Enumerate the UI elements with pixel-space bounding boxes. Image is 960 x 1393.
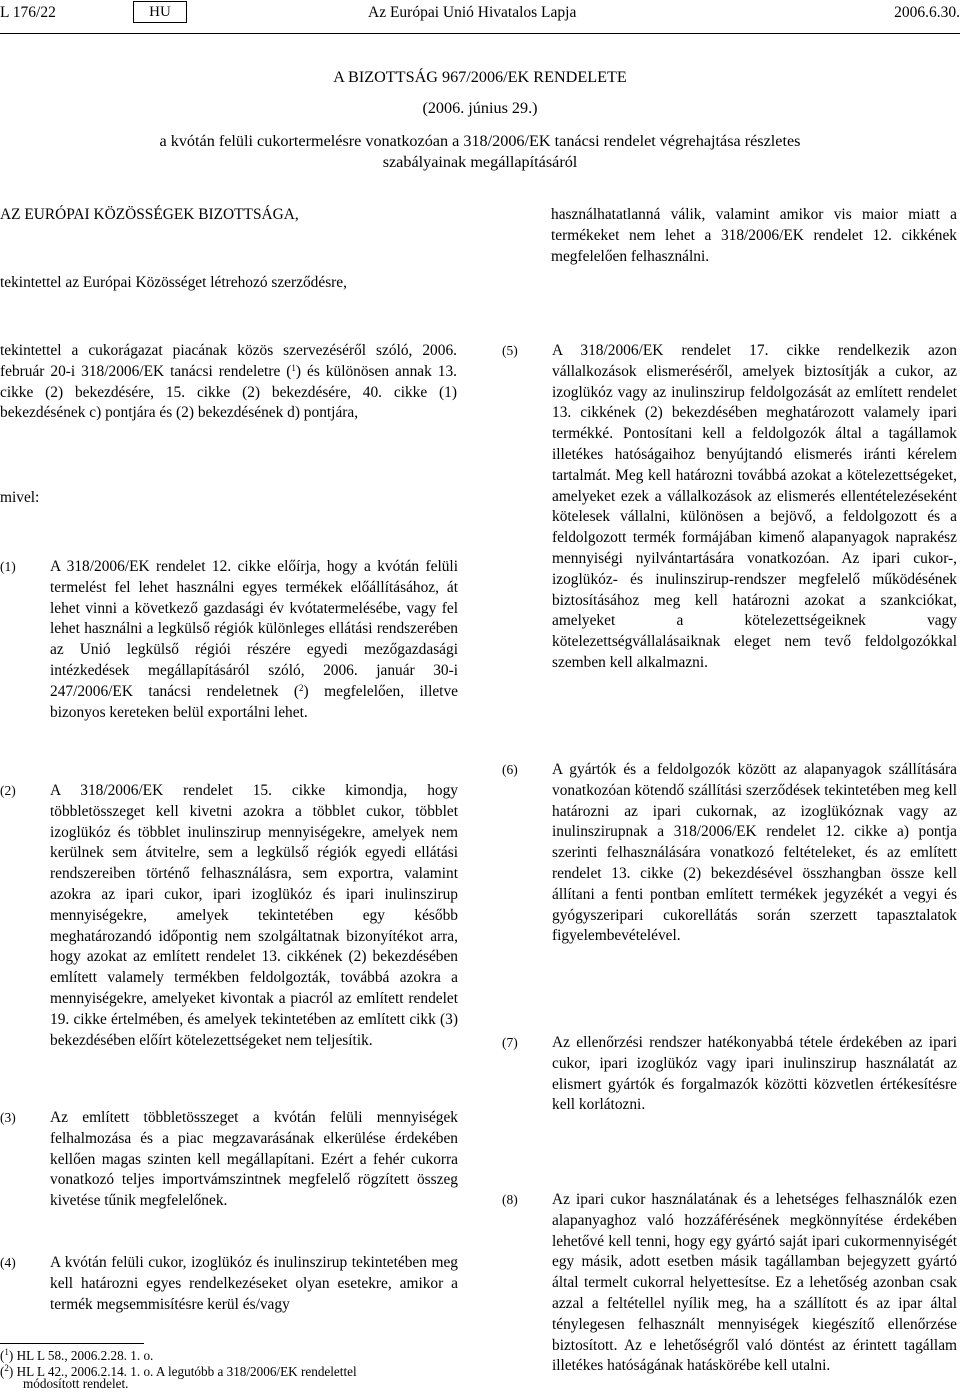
- recital-text: A 318/2006/EK rendelet 17. cikke rendelkezik azon vállalkozások elismeréséről, amelyek biztosítják a cukor, az izoglükóz vagy az inulinszirup feldolgozását az említett rendelet 13. cikkének (2) bekezdésében meghatározott valamely ipari termékké. Pontosítani kell a feldolgozók által a tagállamok illetékes hatóságaihoz benyújtandó elismerés iránti kérelem tartalmát. Meg kell határozni továbbá azokat a kötelezettségeket, amelyeket ezek a vállalkozások az elismerés ellentételezéseként kötelesek vállalni, különösen a bejövő, a feldolgozott és a feldolgozott termék formájában kimenő alapanyagok naprakész mennyiségi nyilvántartására vonatkozóan. Az ipari cukor-, izoglükóz- és inulinszirup-rendszer megfelelő működésének biztosításához meg kell határozni azokat a szankciókat, amelyeket a kötelezettségeiknek vagy kötelezettségvállalásaiknak eleget nem tevő feldolgozókkal szemben kell alkalmazni.: [552, 342, 957, 671]
- header-rule: [0, 33, 960, 34]
- footnote-rule: [0, 1343, 144, 1344]
- regulation-title: A BIZOTTSÁG 967/2006/EK RENDELETE: [333, 68, 627, 86]
- recital-number: (2): [0, 783, 16, 798]
- footnote-2-continued: módosított rendelet.: [23, 1376, 129, 1391]
- recital-number: (6): [502, 762, 518, 777]
- recital-number: (1): [0, 559, 16, 574]
- footnote-1: ($^1$) HL L 58., 2006.2.28. 1. o.: [0, 1347, 154, 1363]
- recital-text: Az említett többletösszeget a kvótán felüli mennyiségek felhalmozása és a piac megzavarásának elkerülése érdekében kellően magas szinten kell megállapítani. Ezért a fehér cukorra vonatkozó teljes importvámszintnek megfelelő rögzített összeg kivetése tűnik megfelelőnek.: [50, 1109, 458, 1210]
- having-regard-regulation: tekintettel a cukorágazat piacának közös szervezéséről szóló, 2006. február 20-i 318/2006/EK tanácsi rendeletre ($^1$) és különösen annak 13. cikke (2) bekezdésére, 15. cikke (2) bekezdésére, 40. cikke (1) bekezdésének c) pontjára és (2) bekezdésének d) pontjára,: [0, 342, 457, 422]
- regulation-subject-line2: szabályainak megállapításáról: [382, 153, 578, 171]
- having-regard-treaty: tekintettel az Európai Közösséget létrehozó szerződésre,: [0, 274, 347, 291]
- recital-text: A 318/2006/EK rendelet 15. cikke kimondja, hogy többletösszeget kell kivetni azokra a többlet cukor, többlet izoglükóz és többlet inulinszirup mennyiségekre, amelyek nem kerülnek sem átvitelre, sem a legkülső régiók egyedi ellátási rendszereiben történő felhasználásra, sem exportra, valamint azokra az ipari cukor, ipari izoglükóz és ipari inulinszirup mennyiségekre, amelyek tekintetében egy később meghatározandó időpontig nem szolgáltatnak bizonyítékot arra, hogy azokat az említett rendelet 13. cikkének (2) bekezdésében említett valamely termékben feldolgozták, továbbá azokra a mennyiségekre, amelyeket kivontak a piacról az említett rendelet 19. cikke értelmében, és amelyek tekintetében az említett cikk (3) bekezdésében előírt kötelezettségeket nem teljesítik.: [50, 782, 458, 1049]
- language-code-box: HU: [133, 1, 187, 23]
- regulation-subject-line1: a kvótán felüli cukortermelésre vonatkozóan a 318/2006/EK tanácsi rendelet végrehajtása részletes: [159, 132, 801, 150]
- institution-line: AZ EURÓPAI KÖZÖSSÉGEK BIZOTTSÁGA,: [0, 206, 299, 223]
- footnote-2: ($^2$) HL L 42., 2006.2.14. 1. o. A legutóbb a 318/2006/EK rendelettel: [0, 1363, 357, 1379]
- recital-number: (7): [502, 1035, 518, 1050]
- page-reference: L 176/22: [0, 4, 56, 21]
- footnote-ref-1: 1: [291, 362, 296, 373]
- recital-4-continuation: használhatatlanná válik, valamint amikor vis maior miatt a termékeket nem lehet a 318/2006/EK rendelet 12. cikkének megfelelően felhasználni.: [551, 206, 957, 265]
- recital-text: A 318/2006/EK rendelet 12. cikke előírja, hogy a kvótán felüli termelést fel lehet használni egyes termékek előállításához, át lehet vinni a következő gazdasági év kvótatermelésébe, vagy fel lehet használni a legkülső régiók különleges ellátási rendszerében az Unió legkülső régiói részére egyedi mezőgazdasági intézkedések megállapításáról szóló, 2006. január 30-i 247/2006/EK tanácsi rendeletnek ($^2$) megfelelően, illetve bizonyos kereteken belül exportálni lehet.: [50, 558, 458, 721]
- recital-text: A kvótán felüli cukor, izoglükóz és inulinszirup tekintetében meg kell határozni egyes rendelkezéseket olyan esetekre, amikor a termék megsemmisítésre kerül és/vagy: [50, 1254, 458, 1313]
- regulation-date: (2006. június 29.): [422, 99, 538, 117]
- recital-text: A gyártók és a feldolgozók között az alapanyagok szállítására vonatkozóan kötendő szállítási szerződések tekintetében meg kell határozni az ipari cukornak, az izoglükóznak vagy az inulinszirupnak a 318/2006/EK rendelet 12. cikke a) pontja szerinti felhasználására vonatkozó feltételeket, és az említett rendelet 13. cikke (2) bekezdésével összhangban össze kell állítani a fenti pontban említett termékek jegyzékét a vegyi és gyógyszeripari cukorellátás során szerzett tapasztalatok figyelembevételével.: [552, 761, 957, 945]
- recital-number: (4): [0, 1255, 16, 1270]
- publication-date: 2006.6.30.: [894, 4, 960, 21]
- journal-title: Az Európai Unió Hivatalos Lapja: [368, 4, 577, 21]
- recital-number: (5): [502, 343, 518, 358]
- recital-text: Az ellenőrzési rendszer hatékonyabbá tétele érdekében az ipari cukor, ipari izoglükóz vagy ipari inulinszirup használatát az elismert gyártók és forgalmazók közötti közvetlen értékesítésre kell korlátozni.: [552, 1034, 957, 1114]
- whereas-label: mivel:: [0, 489, 40, 506]
- recital-number: (8): [502, 1192, 518, 1207]
- footnote-ref-2: 2: [299, 682, 304, 693]
- recital-number: (3): [0, 1110, 16, 1125]
- recital-text: Az ipari cukor használatának és a lehetséges felhasználók ezen alapanyaghoz való hozzáférésének megkönnyítése érdekében lehetővé kell tenni, hogy egy gyártó saját ipari cukormennyiségét egy másik, adott esetben másik tagállamban bejegyzett gyártó által termelt cukorral helyettesítse. Ez a lehetőség azonban csak azzal a feltétellel nyílik meg, ha a szállított és az ipar által ténylegesen felhasznált mennyiségek kiegészítő ellenőrzése biztosított. Az e lehetőségről való döntést az érintett tagállam illetékes hatóságának hatáskörébe kell utalni.: [552, 1191, 957, 1375]
